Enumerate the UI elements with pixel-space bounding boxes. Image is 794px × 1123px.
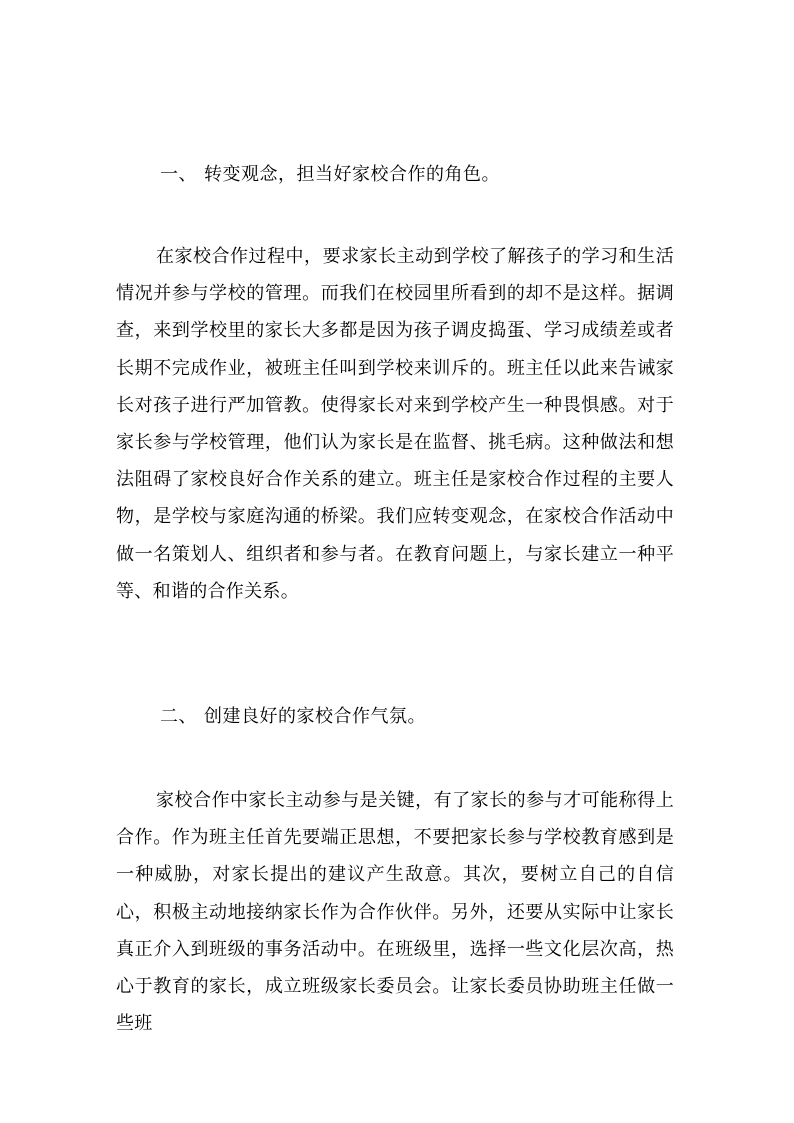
section-title: 创建良好的家校合作气氛。: [204, 706, 426, 727]
section-title: 转变观念，担当好家校合作的角色。: [204, 164, 500, 185]
section-paragraph: 在家校合作过程中，要求家长主动到学校了解孩子的学习和生活情况并参与学校的管理。而我们在校园里所看到的却不是这样。据调查，来到学校里的家长大多都是因为孩子调皮捣蛋、学习成绩差或者长期不完成作业，被班主任叫到学校来训斥的。班主任以此来告诫家长对孩子进行严加管教。使得家长对来到学校产生一种畏惧感。对于家长参与学校管理，他们认为家长是在监督、挑毛病。这种做法和想法阻碍了家校良好合作关系的建立。班主任是家校合作过程的主要人物，是学校与家庭沟通的桥梁。我们应转变观念，在家校合作活动中做一名策划人、组织者和参与者。在教育问题上，与家长建立一种平等、和谐的合作关系。: [116, 246, 674, 602]
section-number: 二、: [160, 706, 197, 727]
section-heading: [160, 163, 500, 187]
section-paragraph: 家校合作中家长主动参与是关键，有了家长的参与才可能称得上合作。作为班主任首先要端正思想，不要把家长参与学校教育感到是一种威胁，对家长提出的建议产生敌意。其次，要树立自己的自信心，积极主动地接纳家长作为合作伙伴。另外，还要从实际中让家长真正介入到班级的事务活动中。在班级里，选择一些文化层次高，热心于教育的家长，成立班级家长委员会。让家长委员协助班主任做一些班: [116, 790, 674, 1035]
section-heading: [160, 705, 426, 729]
section-number: 一、: [160, 164, 197, 185]
